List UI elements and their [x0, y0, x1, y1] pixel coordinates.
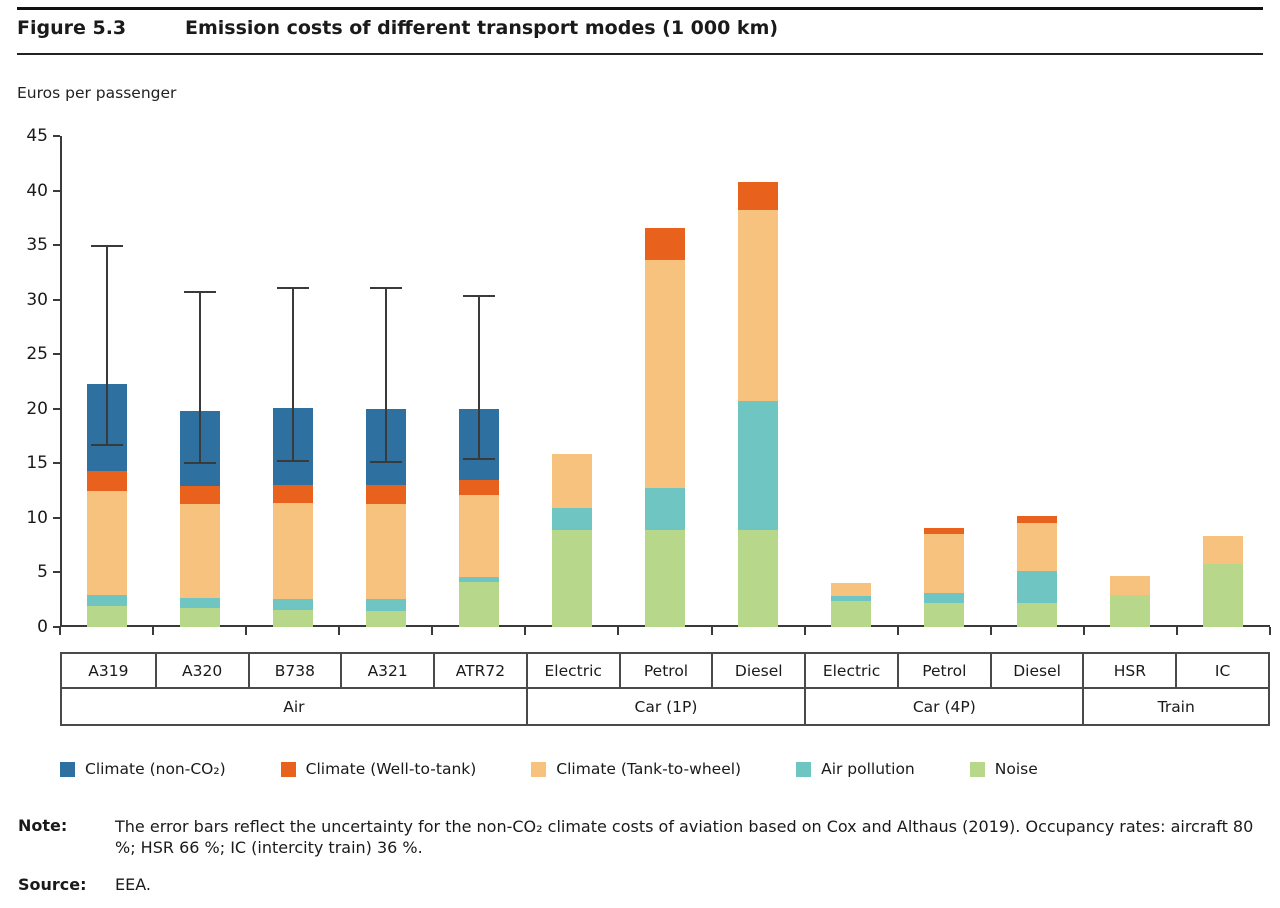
legend-label: Climate (Well-to-tank) — [305, 760, 477, 778]
bar-segment — [273, 610, 313, 627]
category-cell: Petrol — [619, 654, 712, 687]
bar-segment — [1017, 571, 1057, 603]
bar-segment — [924, 534, 964, 593]
y-tick-label: 45 — [26, 126, 48, 146]
legend-swatch — [281, 762, 296, 777]
category-cell: ATR72 — [433, 654, 526, 687]
bar-segment — [831, 583, 871, 596]
bar-segment — [366, 504, 406, 599]
y-tick-mark — [53, 353, 60, 355]
legend-swatch — [970, 762, 985, 777]
bar-segment — [273, 485, 313, 502]
category-cell: Petrol — [897, 654, 990, 687]
bar-segment — [273, 503, 313, 599]
y-tick-label: 40 — [26, 180, 48, 201]
x-tick-mark — [59, 627, 61, 635]
bar-segment — [459, 495, 499, 577]
bar-segment — [645, 260, 685, 488]
bar-segment — [366, 611, 406, 627]
error-bar-cap-bottom — [370, 461, 402, 463]
y-tick-mark — [53, 244, 60, 246]
category-cell: Electric — [526, 654, 619, 687]
x-tick-mark — [524, 627, 526, 635]
legend-item — [970, 760, 1038, 778]
bar-segment — [645, 228, 685, 261]
error-bar-line — [478, 296, 480, 459]
category-cell: IC — [1175, 654, 1268, 687]
group-cell: Train — [1082, 689, 1268, 724]
bar-segment — [645, 488, 685, 529]
bar-segment — [831, 596, 871, 600]
category-cell: Diesel — [990, 654, 1083, 687]
bar-segment — [459, 577, 499, 582]
legend-swatch — [60, 762, 75, 777]
group-row — [62, 687, 1268, 724]
category-cell: HSR — [1082, 654, 1175, 687]
x-tick-mark — [1176, 627, 1178, 635]
bar-segment — [273, 599, 313, 610]
bar-segment — [459, 480, 499, 495]
legend-item — [281, 760, 477, 778]
bar-segment — [924, 603, 964, 627]
x-tick-mark — [152, 627, 154, 635]
figure-number: Figure 5.3 — [17, 17, 127, 39]
group-cell: Car (4P) — [804, 689, 1082, 724]
category-cell: A320 — [155, 654, 248, 687]
x-tick-mark — [711, 627, 713, 635]
bar-segment — [552, 530, 592, 627]
y-tick-mark — [53, 408, 60, 410]
x-tick-mark — [1269, 627, 1271, 635]
source-label: Source: — [18, 875, 87, 894]
error-bar-line — [199, 292, 201, 463]
x-tick-mark — [897, 627, 899, 635]
x-tick-mark — [431, 627, 433, 635]
bar-segment — [738, 182, 778, 210]
bar-segment — [366, 485, 406, 504]
error-bar-cap-top — [184, 291, 216, 293]
bar-segment — [1203, 564, 1243, 627]
source-text: EEA. — [115, 875, 151, 894]
bar-segment — [1017, 523, 1057, 571]
bar-segment — [87, 606, 127, 627]
bar-segment — [459, 582, 499, 627]
x-tick-mark — [245, 627, 247, 635]
legend-label: Climate (non-CO₂) — [85, 760, 226, 778]
group-cell: Car (1P) — [526, 689, 804, 724]
note-label: Note: — [18, 816, 68, 835]
legend-swatch — [531, 762, 546, 777]
bar-segment — [87, 491, 127, 596]
bar-segment — [1017, 516, 1057, 524]
legend-label: Noise — [994, 760, 1038, 778]
header-top-rule — [17, 7, 1263, 10]
category-cell: A321 — [340, 654, 433, 687]
error-bar-cap-top — [463, 295, 495, 297]
y-tick-label: 25 — [26, 344, 48, 365]
error-bar-cap-bottom — [184, 462, 216, 464]
y-tick-mark — [53, 190, 60, 192]
category-cell: A319 — [88, 661, 129, 680]
y-tick-label: 0 — [37, 617, 48, 637]
y-tick-mark — [53, 462, 60, 464]
legend-item — [531, 760, 741, 778]
bar-segment — [1203, 536, 1243, 563]
error-bar-line — [385, 288, 387, 463]
error-bar-line — [292, 288, 294, 461]
category-row — [62, 654, 1268, 687]
legend-label: Climate (Tank-to-wheel) — [556, 760, 742, 778]
bar-segment — [738, 210, 778, 401]
figure-title: Emission costs of different transport modes (1 000 km) — [185, 17, 779, 39]
error-bar-cap-top — [370, 287, 402, 289]
bar-segment — [1017, 603, 1057, 627]
bar-segment — [738, 401, 778, 530]
y-tick-label: 20 — [26, 398, 48, 419]
y-tick-label: 30 — [26, 289, 48, 310]
error-bar-cap-bottom — [463, 458, 495, 460]
error-bar-cap-bottom — [91, 444, 123, 446]
error-bar-cap-top — [91, 245, 123, 247]
bar-segment — [87, 595, 127, 606]
y-tick-mark — [53, 299, 60, 301]
group-cell: Air — [283, 697, 305, 716]
header-bottom-rule — [17, 53, 1263, 55]
y-tick-mark — [53, 571, 60, 573]
bar-segment — [1110, 576, 1150, 596]
bar-segment — [924, 528, 964, 535]
x-tick-mark — [338, 627, 340, 635]
y-tick-label: 10 — [26, 507, 48, 528]
category-table — [60, 652, 1270, 726]
bar-segment — [180, 608, 220, 627]
category-cell: B738 — [248, 654, 341, 687]
y-axis-unit-label: Euros per passenger — [17, 84, 177, 102]
legend-label: Air pollution — [821, 760, 915, 778]
bar-segment — [87, 471, 127, 491]
x-tick-mark — [804, 627, 806, 635]
note-text: The error bars reflect the uncertainty for the non-CO₂ climate costs of aviation based on Cox and Althaus (2019). Occupancy rates: aircraft 80 %; HSR 66 %; IC (intercity train) 36 %. — [115, 817, 1254, 857]
bar-segment — [552, 508, 592, 530]
y-tick-mark — [53, 135, 60, 137]
y-tick-mark — [53, 517, 60, 519]
bar-segment — [1110, 595, 1150, 627]
bar-segment — [738, 530, 778, 627]
bar-segment — [180, 486, 220, 503]
y-tick-label: 5 — [37, 562, 48, 583]
y-tick-label: 35 — [26, 235, 48, 256]
bar-segment — [366, 599, 406, 611]
error-bar-cap-top — [277, 287, 309, 289]
x-tick-mark — [1083, 627, 1085, 635]
legend — [60, 760, 1038, 778]
category-cell: Diesel — [711, 654, 804, 687]
x-tick-mark — [990, 627, 992, 635]
legend-item — [60, 760, 226, 778]
error-bar-cap-bottom — [277, 460, 309, 462]
bar-segment — [180, 504, 220, 598]
bar-segment — [831, 601, 871, 627]
bar-segment — [180, 598, 220, 609]
bar-segment — [924, 593, 964, 603]
y-tick-label: 15 — [26, 453, 48, 474]
bar-segment — [645, 530, 685, 627]
x-tick-mark — [617, 627, 619, 635]
category-cell: Electric — [804, 654, 897, 687]
legend-swatch — [796, 762, 811, 777]
bar-segment — [552, 454, 592, 509]
error-bar-line — [106, 246, 108, 445]
legend-item — [796, 760, 915, 778]
